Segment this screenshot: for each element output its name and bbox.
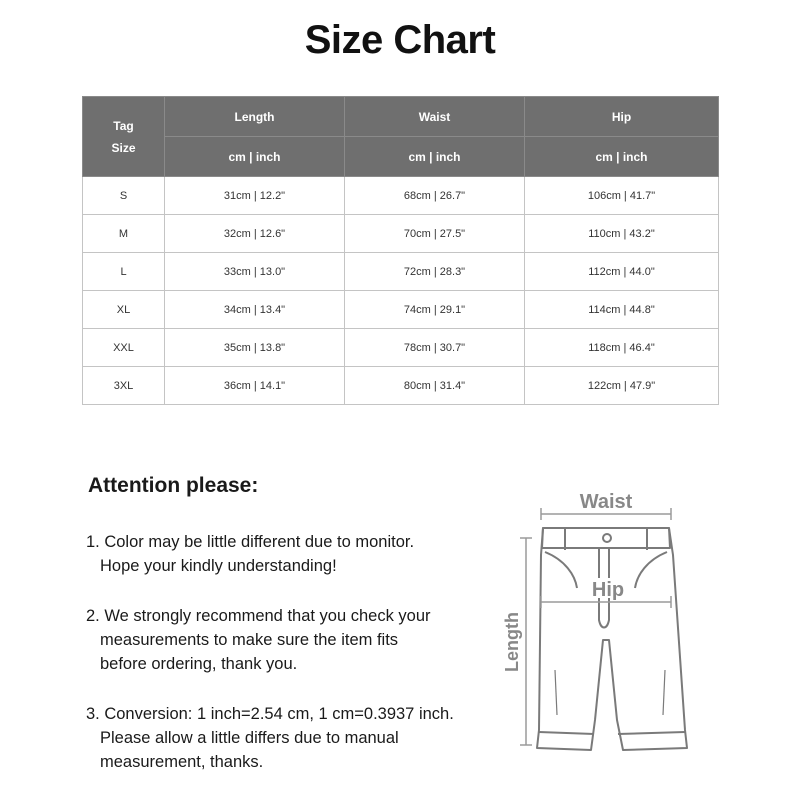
length-cell: 32cm | 12.6" bbox=[165, 215, 345, 253]
waist-cell: 78cm | 30.7" bbox=[345, 329, 525, 367]
length-cell: 34cm | 13.4" bbox=[165, 291, 345, 329]
note-2-line-1: 2. We strongly recommend that you check your bbox=[86, 607, 431, 625]
table-row bbox=[83, 291, 719, 329]
hip-cell: 118cm | 46.4" bbox=[525, 329, 719, 367]
waist-label: Waist bbox=[579, 491, 633, 513]
note-1-line-2: Hope your kindly understanding! bbox=[100, 557, 337, 575]
tag-header-line-1: Tag bbox=[113, 118, 134, 133]
tag-cell: S bbox=[83, 177, 165, 215]
note-1 bbox=[86, 530, 414, 578]
note-3-line-1: 3. Conversion: 1 inch=2.54 cm, 1 cm=0.3937 inch. bbox=[86, 705, 454, 723]
page-title: Size Chart bbox=[304, 18, 496, 62]
hip-cell: 122cm | 47.9" bbox=[525, 367, 719, 405]
waist-cell: 74cm | 29.1" bbox=[345, 291, 525, 329]
table-row bbox=[83, 177, 719, 215]
hip-label: Hip bbox=[591, 579, 625, 601]
shorts-icon bbox=[537, 528, 687, 750]
waist-header: Waist bbox=[345, 97, 525, 137]
length-cell: 31cm | 12.2" bbox=[165, 177, 345, 215]
note-2-line-2: measurements to make sure the item fits bbox=[100, 631, 399, 649]
hip-cell: 112cm | 44.0" bbox=[525, 253, 719, 291]
tag-cell: L bbox=[83, 253, 165, 291]
waist-cell: 68cm | 26.7" bbox=[345, 177, 525, 215]
note-1-line-1: 1. Color may be little different due to monitor. bbox=[86, 533, 415, 551]
table-row bbox=[83, 329, 719, 367]
hip-cell: 114cm | 44.8" bbox=[525, 291, 719, 329]
hip-cell: 110cm | 43.2" bbox=[525, 215, 719, 253]
hip-header: Hip bbox=[525, 97, 719, 137]
table-row bbox=[83, 215, 719, 253]
waist-cell: 70cm | 27.5" bbox=[345, 215, 525, 253]
table-row bbox=[83, 253, 719, 291]
waist-cell: 80cm | 31.4" bbox=[345, 367, 525, 405]
tag-size-header bbox=[83, 97, 165, 177]
waist-unit-header: cm | inch bbox=[345, 137, 525, 177]
length-label: Length bbox=[502, 612, 522, 672]
length-header: Length bbox=[165, 97, 345, 137]
tag-cell: XXL bbox=[83, 329, 165, 367]
note-3-line-3: measurement, thanks. bbox=[100, 753, 264, 771]
length-cell: 35cm | 13.8" bbox=[165, 329, 345, 367]
hip-unit-header: cm | inch bbox=[525, 137, 719, 177]
tag-cell: M bbox=[83, 215, 165, 253]
attention-heading: Attention please: bbox=[88, 474, 259, 497]
tag-cell: 3XL bbox=[83, 367, 165, 405]
waist-cell: 72cm | 28.3" bbox=[345, 253, 525, 291]
note-2 bbox=[86, 604, 431, 676]
length-cell: 36cm | 14.1" bbox=[165, 367, 345, 405]
hip-cell: 106cm | 41.7" bbox=[525, 177, 719, 215]
note-3-line-2: Please allow a little differs due to manual bbox=[100, 729, 399, 747]
tag-cell: XL bbox=[83, 291, 165, 329]
tag-header-line-2: Size bbox=[111, 140, 136, 155]
length-cell: 33cm | 13.0" bbox=[165, 253, 345, 291]
table-row bbox=[83, 367, 719, 405]
size-table bbox=[82, 96, 719, 405]
note-3 bbox=[86, 702, 454, 774]
note-2-line-3: before ordering, thank you. bbox=[100, 655, 298, 673]
length-unit-header: cm | inch bbox=[165, 137, 345, 177]
shorts-diagram bbox=[495, 480, 695, 780]
